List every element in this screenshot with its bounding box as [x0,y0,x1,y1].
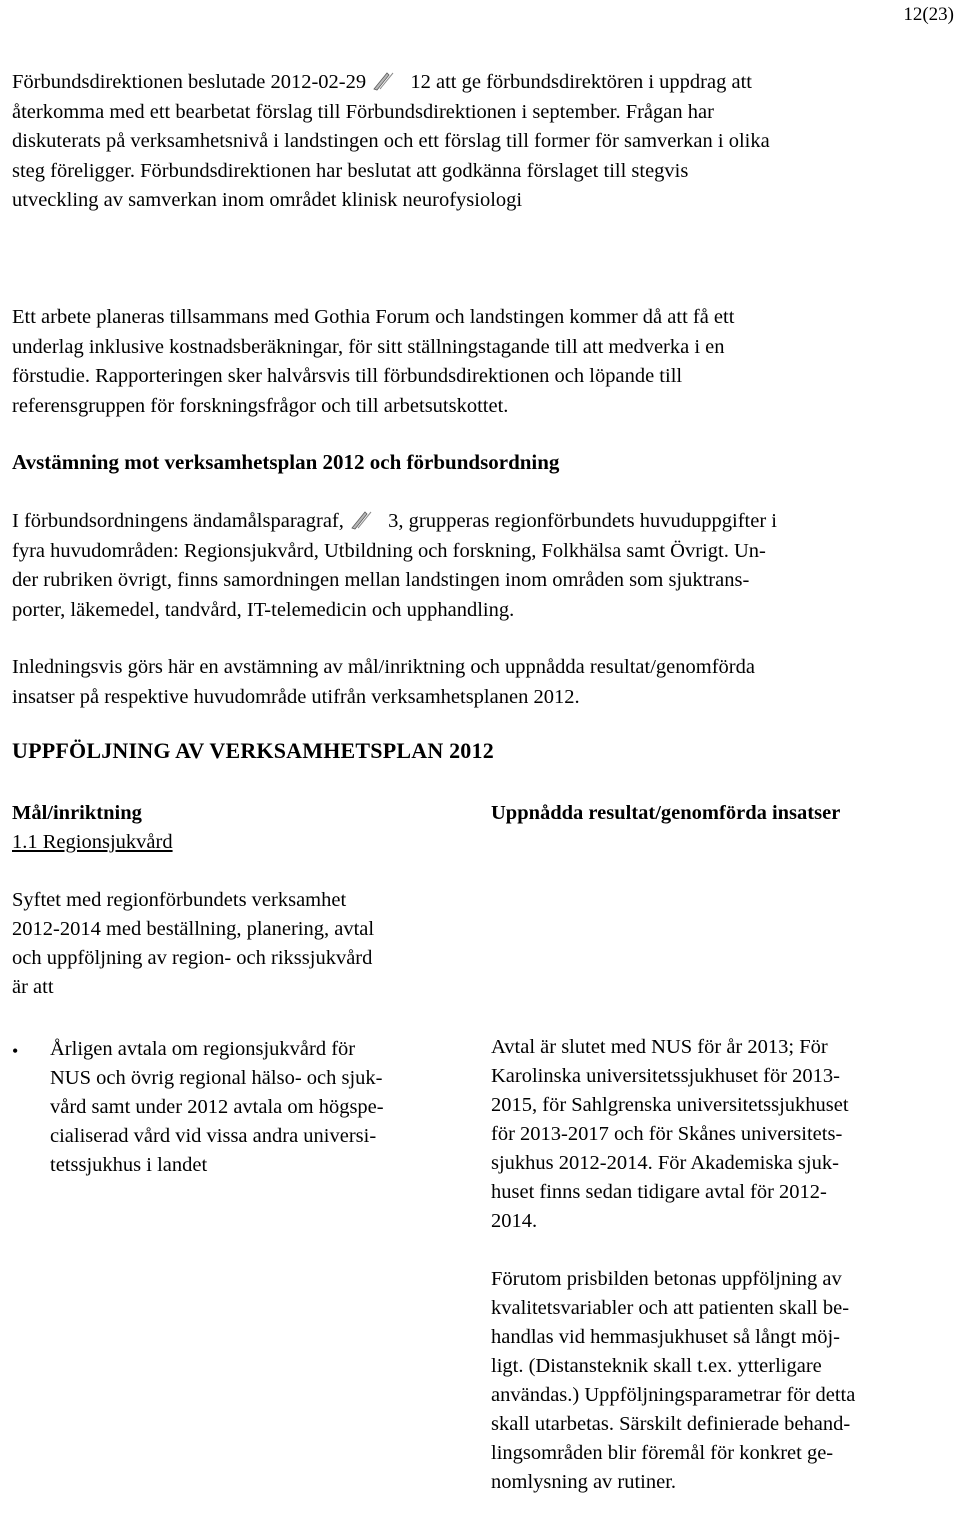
paragraph-line: steg föreligger. Förbundsdirektionen har beslutat att godkänna förslaget till stegvis [12,159,689,182]
text-line: sjukhus 2012-2014. För Akademiska sjuk- [491,1152,839,1174]
paragraph-line: insatser på respektive huvudområde utifrån verksamhetsplanen 2012. [12,685,580,708]
text-line: tetssjukhus i landet [50,1154,208,1176]
text-line: Avtal är slutet med NUS för år 2013; För [491,1036,828,1058]
paragraph-line: fyra huvudområden: Regionsjukvård, Utbildning och forskning, Folkhälsa samt Övrigt. Un- [12,539,766,562]
bullet-marker: • [12,1041,19,1061]
text-line: Årligen avtala om regionsjukvård för [50,1038,356,1060]
text-line: är att [12,976,54,998]
paragraph-line: återkomma med ett bearbetat förslag till Förbundsdirektionen i september. Frågan har [12,100,714,123]
page-number: 12(23) [903,4,954,25]
paragraph-purpose [12,507,952,625]
results-block-agreements [491,1033,951,1236]
paragraph-intro [12,653,952,712]
goal-intro [12,886,472,1002]
paragraph-line: Ett arbete planeras tillsammans med Gothia Forum och landstingen kommer då att få ett [12,306,735,328]
paragraph-line: diskuterats på verksamhetsnivå i landstingen och ett förslag till former för samverkan i olika [12,130,770,152]
text-line: handlas vid hemmasjukhuset så långt möj- [491,1326,841,1348]
document-link-icon [349,509,383,531]
goal-column-header: Mål/inriktning [12,802,142,824]
paragraph-decision [12,68,952,216]
goal-bullet-item [50,1035,470,1180]
text-line: NUS och övrig regional hälso- och sjuk- [50,1067,383,1089]
paragraph-line: Inledningsvis görs här en avstämning av mål/inriktning och uppnådda resultat/genomförda [12,656,755,678]
text-line: 2014. [491,1210,538,1232]
text-line: lingsområden blir föremål för konkret ge- [491,1442,834,1464]
paragraph-line: utveckling av samverkan inom området klinisk neurofysiologi [12,189,523,211]
paragraph-line: porter, läkemedel, tandvård, IT-telemedicin och upphandling. [12,598,515,621]
goal-subheader: 1.1 Regionsjukvård [12,831,173,853]
text-line: Syftet med regionförbundets verksamhet [12,889,347,911]
text-line: Förutom prisbilden betonas uppföljning av [491,1268,842,1290]
text-line: vård samt under 2012 avtala om högspe- [50,1096,384,1118]
text-line: 2012-2014 med beställning, planering, avtal [12,918,375,940]
results-column-header: Uppnådda resultat/genomförda insatser [491,802,841,824]
results-block-followup [491,1265,951,1497]
paragraph-line: referensgruppen för forskningsfrågor och till arbetsutskottet. [12,394,509,417]
paragraph-line: Förbundsdirektionen beslutade 2012-02-29 12 att ge förbundsdirektören i uppdrag att [12,71,752,93]
document-link-icon [371,70,405,92]
text-line: huset finns sedan tidigare avtal för 2012- [491,1181,827,1203]
paragraph-line: förstudie. Rapporteringen sker halvårsvis till förbundsdirektionen och löpande till [12,365,683,387]
section-heading: Avstämning mot verksamhetsplan 2012 och förbundsordning [12,450,560,474]
text-line: Karolinska universitetssjukhuset för 2013- [491,1065,841,1087]
text-line: 2015, för Sahlgrenska universitetssjukhuset [491,1094,849,1116]
text-line: nomlysning av rutiner. [491,1471,677,1493]
paragraph-line: I förbundsordningens ändamålsparagraf, 3, grupperas regionförbundets huvuduppgifter i [12,510,777,532]
paragraph-planning [12,303,952,421]
goal-column [12,799,472,857]
text-line: cialiserad vård vid vissa andra universi- [50,1125,377,1147]
paragraph-line: der rubriken övrigt, finns samordningen mellan landstingen inom områden som sjuktrans- [12,569,750,591]
text-line: ligt. (Distansteknik skall t.ex. ytterligare [491,1355,822,1377]
text-line: kvalitetsvariabler och att patienten skall be- [491,1297,850,1319]
text-line: för 2013-2017 och för Skånes universitets- [491,1123,843,1145]
text-line: och uppföljning av region- och rikssjukvård [12,947,373,969]
main-heading: UPPFÖLJNING AV VERKSAMHETSPLAN 2012 [12,738,494,763]
text-line: användas.) Uppföljningsparametrar för detta [491,1384,856,1406]
text-line: skall utarbetas. Särskilt definierade behand- [491,1413,851,1435]
paragraph-line: underlag inklusive kostnadsberäkningar, för sitt ställningstagande till att medverka i en [12,335,725,358]
